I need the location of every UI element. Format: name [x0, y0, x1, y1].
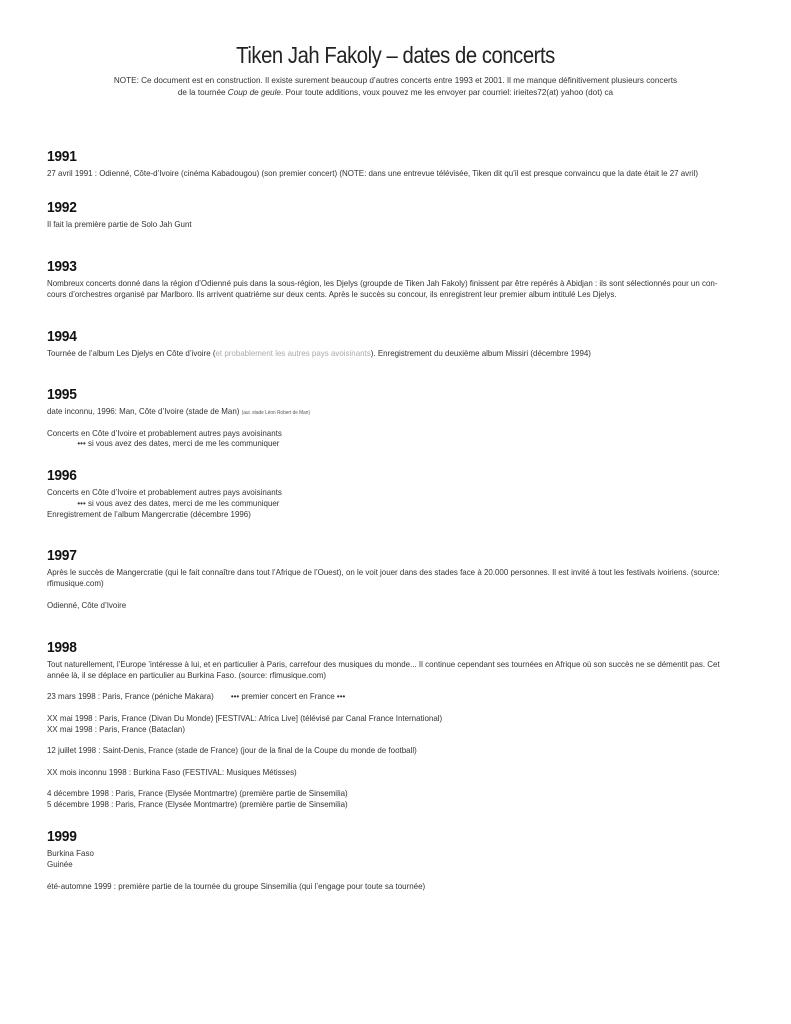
year-heading-1999: 1999 — [47, 828, 77, 845]
entry-1998-5: XX mai 1998 : Paris, France (Bataclan) — [47, 724, 185, 734]
entry-1997-1: Après le succès de Mangercratie (qui le fait connaître dans tout l’Afrique de l’Ouest), on le voit jouer dans des stades face à 20.000 personnes. Il est invité à tout les festivals ivoiriens. (source: — [47, 567, 720, 577]
entry-1993-2: cours d’orchestres organisé par Marlboro. Ils arrivent quatrième sur deux cents. Après le succès su concour, ils enregistrent leur premier album intitulé Les Djelys. — [47, 289, 617, 299]
entry-1995-3: ••• si vous avez des dates, merci de me les communiquer — [77, 438, 280, 448]
entry-1995-2: Concerts en Côte d’Ivoire et probablement autres pays avoisinants — [47, 428, 282, 438]
entry-1997-3: Odienné, Côte d’Ivoire — [47, 600, 127, 610]
entry-1998-1: Tout naturellement, l’Europe ’intéresse à lui, et en particulier à Paris, carrefour des musiques du monde... Il continue cependant ses tournées en Afrique où son succès ne se démentit pas. Cet — [47, 659, 720, 669]
year-heading-1992: 1992 — [47, 199, 77, 216]
entry-1996-1: Concerts en Côte d’Ivoire et probablement autres pays avoisinants — [47, 487, 282, 497]
entry-1995-1: date inconnu, 1996: Man, Côte d’Ivoire (stade de Man) (aui. stade Léon Robert de Man) — [47, 406, 311, 416]
entry-1993-1: Nombreux concerts donné dans la région d’Odienné puis dans la sous-région, les Djelys (groupde de Tiken Jah Fakoly) finissent par être repérés à Abidjan : ils sont sélectionnés pour un con- — [47, 278, 718, 288]
year-heading-1994: 1994 — [47, 328, 77, 345]
entry-1998-9: 5 décembre 1998 : Paris, France (Elysée Montmartre) (première partie de Sinsemilia) — [47, 799, 348, 809]
entry-1996-3: Enregistrement de l’album Mangercratie (décembre 1996) — [47, 509, 251, 519]
entry-1998-4: XX mai 1998 : Paris, France (Divan Du Monde) [FESTIVAL: Africa Live] (télévisé par Canal France International) — [47, 713, 443, 723]
greyed-note: et probablement les autres pays avoisinants — [215, 348, 371, 358]
year-heading-1997: 1997 — [47, 547, 77, 564]
year-heading-1995: 1995 — [47, 386, 77, 403]
entry-1999-2: Guinée — [47, 859, 73, 869]
page-title: Tiken Jah Fakoly – dates de concerts — [236, 42, 555, 68]
entry-1992-1: Il fait la première partie de Solo Jah Gunt — [47, 219, 192, 229]
entry-1999-1: Burkina Faso — [47, 848, 94, 858]
year-heading-1998: 1998 — [47, 639, 77, 656]
note-line-2: de la tournée Coup de geule. Pour toute additions, voux pouvez me les envoyer par courriel: irieites72(at) yahoo (dot) ca — [177, 87, 614, 97]
note-line-1: NOTE: Ce document est en construction. Il existe surement beaucoup d’autres concerts entre 1993 et 2001. Il me manque définitivement plusieurs concerts — [113, 75, 678, 85]
small-annotation: (aui. stade Léon Robert de Man) — [241, 410, 311, 416]
entry-1999-3: été-automne 1999 : première partie de la tournée du groupe Sinsemilia (qui l’engage pour toute sa tournée) — [47, 881, 426, 891]
entry-1994-1: Tournée de l’album Les Djelys en Côte d’ivoire (et probablement les autres pays avoisinants). Enregistrement du deuxième album Missiri (décembre 1994) — [47, 348, 591, 358]
header-note — [96, 74, 695, 98]
year-heading-1993: 1993 — [47, 258, 77, 275]
entry-1998-8: 4 décembre 1998 : Paris, France (Elysée Montmartre) (première partie de Sinsemilia) — [47, 788, 348, 798]
entry-1998-6: 12 juillet 1998 : Saint-Denis, France (stade de France) (jour de la final de la Coupe du monde de football) — [47, 745, 417, 755]
entry-1998-2: année là, il se déplace en particulier au Burkina Faso. (source: rfimusique.com) — [47, 670, 327, 680]
entry-1991-1: 27 avril 1991 : Odienné, Côte-d’Ivoire (cinéma Kabadougou) (son premier concert) (NOTE: dans une entrevue télévisée, Tiken dit qu’il est presque convaincu que la date était le 27 avril) — [47, 168, 699, 178]
entry-1998-7: XX mois inconnu 1998 : Burkina Faso (FESTIVAL: Musiques Métisses) — [47, 767, 297, 777]
year-heading-1996: 1996 — [47, 467, 77, 484]
year-heading-1991: 1991 — [47, 148, 77, 165]
tour-name: Coup de geule — [227, 87, 281, 97]
entry-1996-2: ••• si vous avez des dates, merci de me les communiquer — [77, 498, 280, 508]
entry-1998-3: 23 mars 1998 : Paris, France (péniche Makara) ••• premier concert en France ••• — [47, 691, 346, 701]
entry-1997-2: rfimusique.com) — [47, 578, 104, 588]
